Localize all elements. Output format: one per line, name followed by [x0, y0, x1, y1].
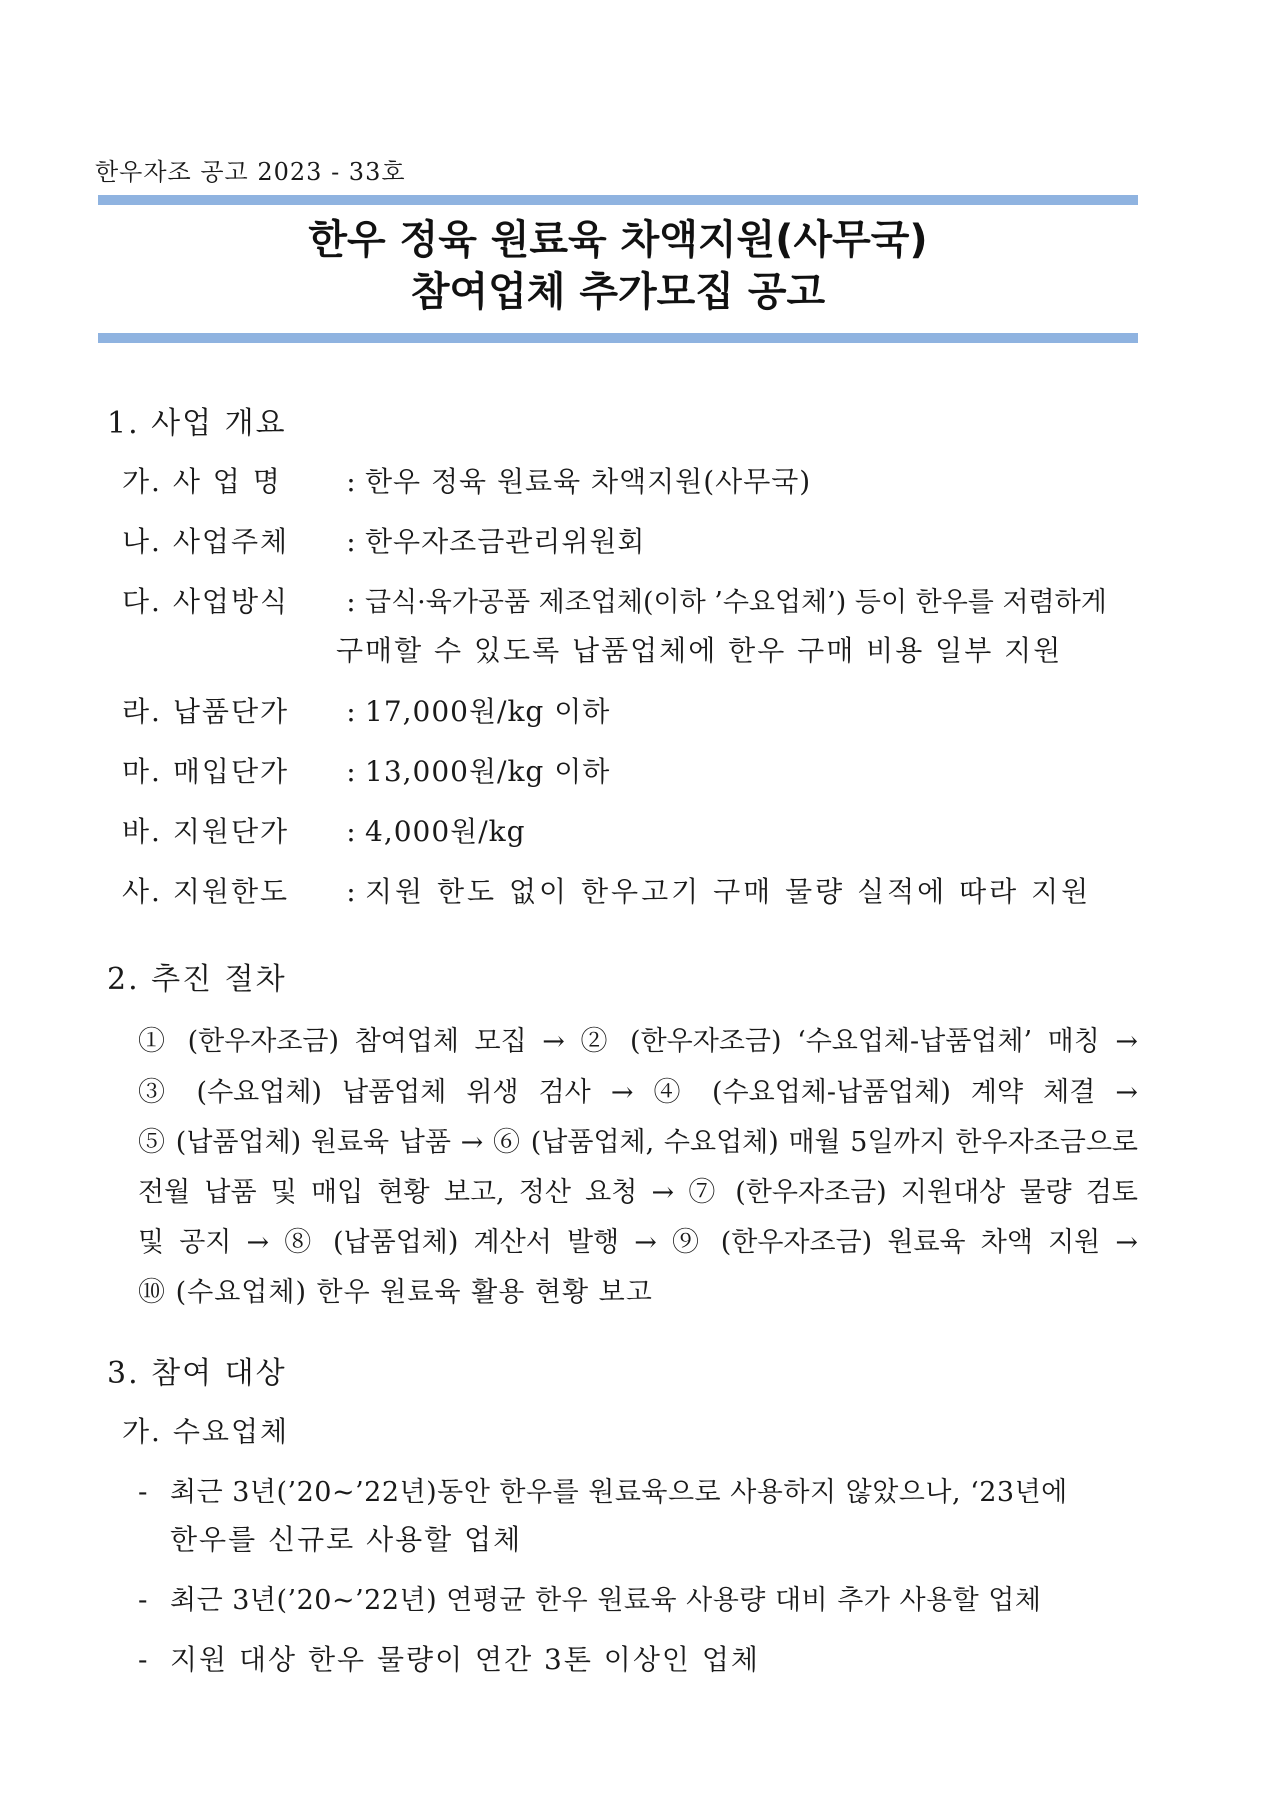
- overview-row-method-continuation: 구매할 수 있도록 납품업체에 한우 구매 비용 일부 지원: [336, 634, 1063, 667]
- bullet-text: 최근 3년(’20~’22년) 연평균 한우 원료육 사용량 대비 추가 사용할 업체: [170, 1585, 1042, 1616]
- overview-row-purchase-price: [122, 750, 1142, 790]
- row-key: 다. 사업방식: [122, 585, 290, 618]
- title-line-1: 한우 정육 원료육 차액지원(사무국): [308, 217, 928, 263]
- document-number: 한우자조 공고 2023 - 33호: [95, 158, 406, 186]
- bullet-text: 최근 3년(’20~’22년)동안 한우를 원료육으로 사용하지 않았으나, ‘23년에: [170, 1477, 1068, 1508]
- overview-row-method: [122, 580, 1142, 620]
- section-2-heading: 2. 추진 절차: [107, 962, 287, 997]
- row-separator: :: [346, 585, 356, 618]
- title-top-rule: [98, 195, 1138, 205]
- row-separator: :: [346, 695, 356, 728]
- row-separator: :: [346, 525, 356, 558]
- overview-row-organizer: [122, 520, 1142, 560]
- section-3-heading: 3. 참여 대상: [107, 1356, 287, 1391]
- target-bullet-1-continuation: 한우를 신규로 사용할 업체: [170, 1523, 523, 1556]
- row-separator: :: [346, 815, 356, 848]
- row-key: 라. 납품단가: [122, 695, 290, 728]
- row-value: 지원 한도 없이 한우고기 구매 물량 실적에 따라 지원: [365, 875, 1092, 908]
- procedure-line-4: 전월 납품 및 매입 현황 보고, 정산 요청 → ⑦ (한우자조금) 지원대상 물량 검토: [138, 1177, 1138, 1208]
- overview-row-support-limit: [122, 870, 1142, 910]
- procedure-line-5: 및 공지 → ⑧ (납품업체) 계산서 발행 → ⑨ (한우자조금) 원료육 차액 지원 →: [138, 1227, 1138, 1258]
- row-key: 사. 지원한도: [122, 875, 290, 908]
- target-bullet-2: [138, 1578, 1138, 1617]
- row-key: 가. 사 업 명: [122, 465, 282, 498]
- procedure-line-2: ③ (수요업체) 납품업체 위생 검사 → ④ (수요업체-납품업체) 계약 체결 →: [138, 1077, 1138, 1108]
- row-value: 13,000원/kg 이하: [365, 755, 611, 788]
- row-value: 한우자조금관리위원회: [365, 525, 646, 558]
- procedure-line-6: ⑩ (수요업체) 한우 원료육 활용 현황 보고: [138, 1277, 653, 1308]
- row-key: 마. 매입단가: [122, 755, 290, 788]
- bullet-dash: -: [138, 1643, 148, 1676]
- row-separator: :: [346, 465, 356, 498]
- target-bullet-1: [138, 1470, 1138, 1509]
- target-subheading: 가. 수요업체: [122, 1415, 290, 1448]
- procedure-line-3: ⑤ (납품업체) 원료육 납품 → ⑥ (납품업체, 수요업체) 매월 5일까지 한우자조금으로: [138, 1127, 1138, 1158]
- section-1-heading: 1. 사업 개요: [107, 406, 287, 441]
- row-key: 바. 지원단가: [122, 815, 290, 848]
- row-separator: :: [346, 875, 356, 908]
- row-value: 17,000원/kg 이하: [365, 695, 611, 728]
- row-separator: :: [346, 755, 356, 788]
- row-key: 나. 사업주체: [122, 525, 290, 558]
- page-title: [98, 214, 1138, 318]
- bullet-dash: -: [138, 1475, 148, 1508]
- procedure-line-1: ① (한우자조금) 참여업체 모집 → ② (한우자조금) ‘수요업체-납품업체’ 매칭 →: [138, 1026, 1138, 1057]
- overview-row-name: [122, 460, 1142, 500]
- row-value: 4,000원/kg: [365, 815, 526, 848]
- target-bullet-3: [138, 1638, 1138, 1678]
- row-value: 급식·육가공품 제조업체(이하 ’수요업체’) 등이 한우를 저렴하게: [365, 587, 1107, 618]
- bullet-text: 지원 대상 한우 물량이 연간 3톤 이상인 업체: [170, 1643, 760, 1676]
- bullet-dash: -: [138, 1583, 148, 1616]
- title-bottom-rule: [98, 333, 1138, 343]
- row-value: 한우 정육 원료육 차액지원(사무국): [365, 465, 812, 498]
- overview-row-support-price: [122, 810, 1142, 850]
- title-line-2: 참여업체 추가모집 공고: [410, 269, 826, 315]
- overview-row-delivery-price: [122, 690, 1142, 730]
